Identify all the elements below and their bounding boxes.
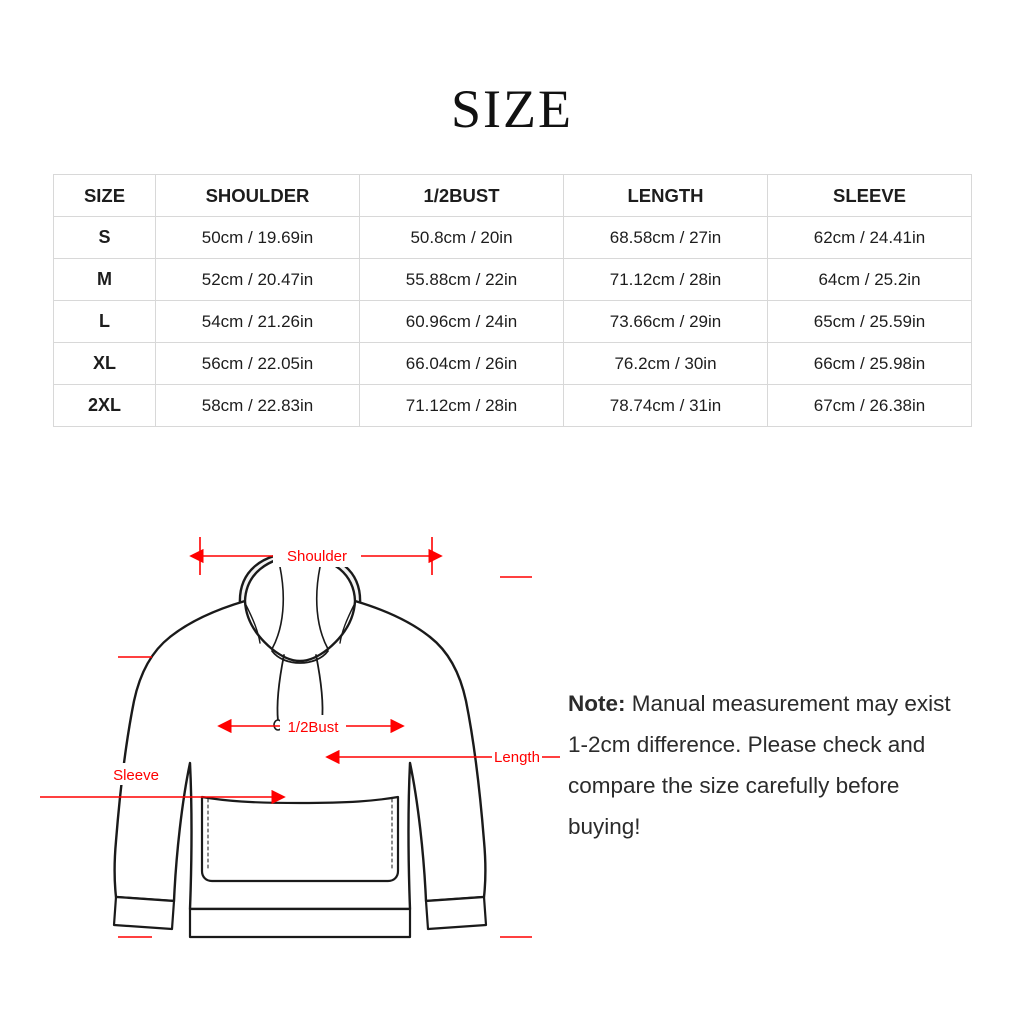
cell-shoulder: 54cm / 21.26in [156, 301, 360, 343]
cell-sleeve: 64cm / 25.2in [768, 259, 972, 301]
cell-size: S [54, 217, 156, 259]
note-body: Manual measurement may exist 1-2cm difference. Please check and compare the size carefully before buying! [568, 691, 951, 839]
column-header-shoulder: SHOULDER [156, 175, 360, 217]
note-text [568, 683, 968, 847]
cell-shoulder: 50cm / 19.69in [156, 217, 360, 259]
cell-bust: 66.04cm / 26in [360, 343, 564, 385]
cell-sleeve: 66cm / 25.98in [768, 343, 972, 385]
cell-length: 68.58cm / 27in [564, 217, 768, 259]
cell-sleeve: 65cm / 25.59in [768, 301, 972, 343]
cell-shoulder: 58cm / 22.83in [156, 385, 360, 427]
cell-bust: 55.88cm / 22in [360, 259, 564, 301]
cell-sleeve: 62cm / 24.41in [768, 217, 972, 259]
cell-size: 2XL [54, 385, 156, 427]
hoodie-measurement-diagram [40, 505, 560, 975]
cell-length: 76.2cm / 30in [564, 343, 768, 385]
cell-bust: 50.8cm / 20in [360, 217, 564, 259]
cell-size: XL [54, 343, 156, 385]
column-header-sleeve: SLEEVE [768, 175, 972, 217]
column-header-bust: 1/2BUST [360, 175, 564, 217]
table-row [54, 301, 972, 343]
page-title: SIZE [451, 79, 573, 139]
column-header-size: SIZE [54, 175, 156, 217]
table-row [54, 217, 972, 259]
cell-size: M [54, 259, 156, 301]
cell-length: 73.66cm / 29in [564, 301, 768, 343]
cell-bust: 60.96cm / 24in [360, 301, 564, 343]
cell-shoulder: 56cm / 22.05in [156, 343, 360, 385]
table-row [54, 343, 972, 385]
cell-shoulder: 52cm / 20.47in [156, 259, 360, 301]
table-header-row [54, 175, 972, 217]
table-row [54, 385, 972, 427]
cell-length: 71.12cm / 28in [564, 259, 768, 301]
cell-bust: 71.12cm / 28in [360, 385, 564, 427]
note-label: Note: [568, 691, 626, 716]
label-sleeve: Sleeve [113, 767, 159, 784]
cell-length: 78.74cm / 31in [564, 385, 768, 427]
cell-sleeve: 67cm / 26.38in [768, 385, 972, 427]
label-bust: 1/2Bust [287, 719, 339, 736]
cell-size: L [54, 301, 156, 343]
label-length: Length [494, 749, 540, 766]
label-shoulder: Shoulder [286, 548, 348, 565]
hoodie-illustration [114, 552, 486, 937]
size-chart-table [53, 174, 972, 427]
column-header-length: LENGTH [564, 175, 768, 217]
table-row [54, 259, 972, 301]
